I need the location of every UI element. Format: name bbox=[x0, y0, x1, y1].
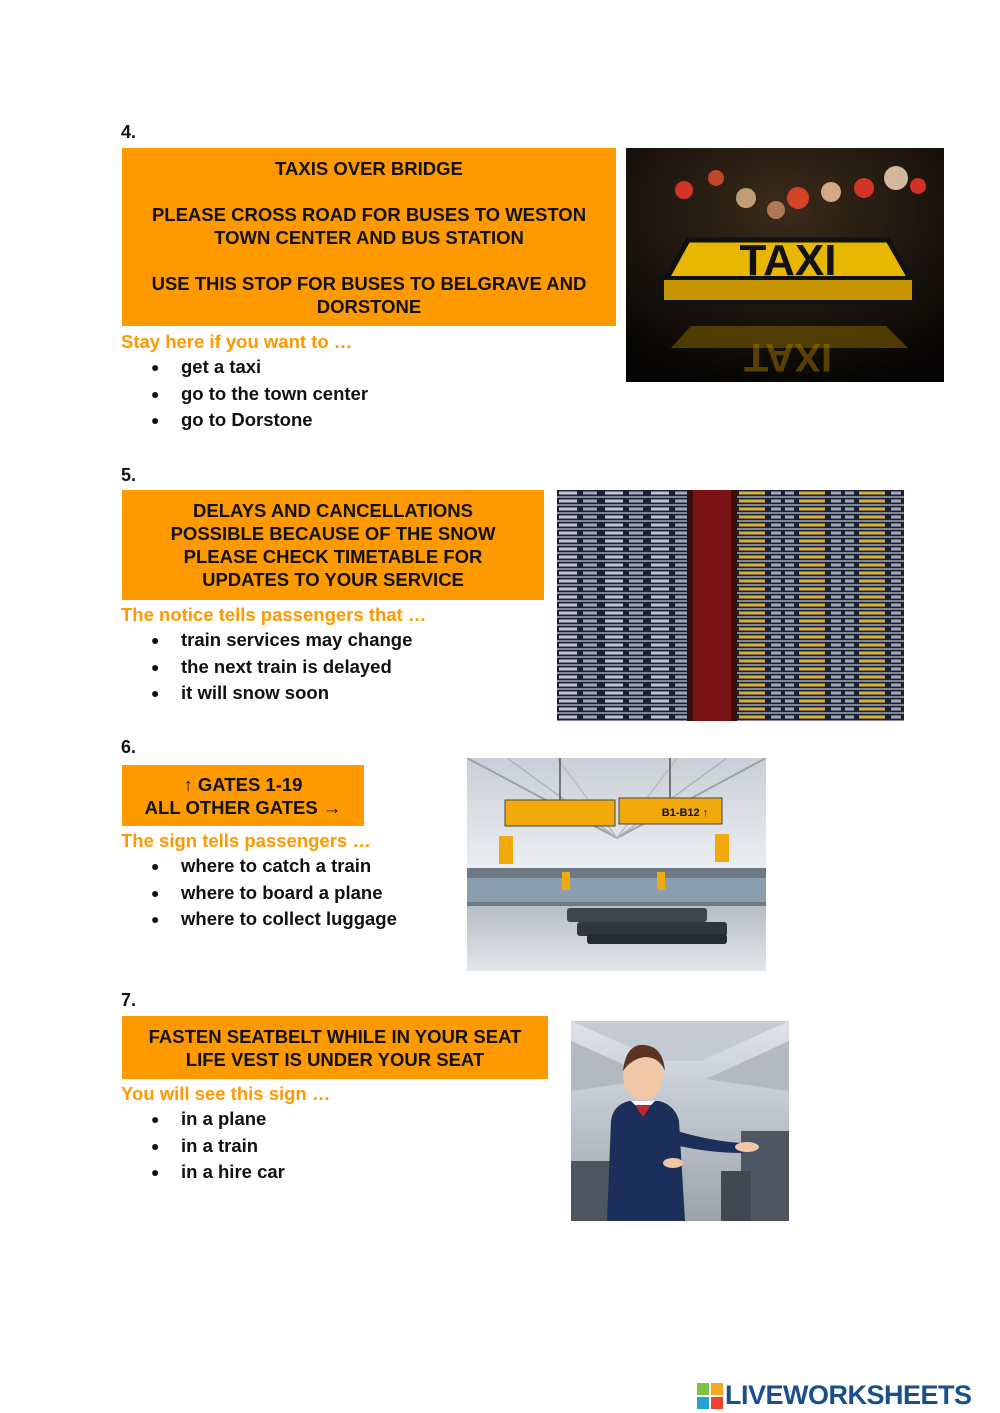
bullet-icon: ● bbox=[151, 1111, 160, 1127]
answer-option[interactable]: ● get a taxi bbox=[121, 354, 368, 381]
question-prompt: You will see this sign … bbox=[121, 1083, 331, 1104]
answer-options bbox=[121, 354, 368, 434]
bullet-icon: ● bbox=[151, 412, 160, 429]
bullet-icon: ● bbox=[151, 359, 160, 375]
svg-text:TAXI: TAXI bbox=[743, 335, 833, 379]
bullet-icon: ● bbox=[151, 685, 160, 702]
answer-option[interactable]: ● where to collect luggage bbox=[121, 906, 397, 933]
notice-line: TOWN CENTER AND BUS STATION bbox=[214, 226, 524, 248]
answer-options bbox=[121, 853, 397, 933]
notice-line: PLEASE CROSS ROAD FOR BUSES TO WESTON bbox=[151, 203, 587, 225]
notice-line: ALL OTHER GATES → bbox=[144, 796, 342, 818]
notice-line: UPDATES TO YOUR SERVICE bbox=[202, 569, 464, 590]
bullet-icon: ● bbox=[151, 658, 160, 675]
answer-options bbox=[121, 1106, 285, 1186]
notice-line: LIFE VEST IS UNDER YOUR SEAT bbox=[185, 1048, 485, 1070]
flight-attendant-photo bbox=[571, 1021, 789, 1221]
question-number: 7. bbox=[121, 990, 137, 1010]
answer-option[interactable]: ● go to the town center bbox=[121, 381, 368, 408]
notice-line: DELAYS AND CANCELLATIONS bbox=[193, 500, 473, 521]
answer-option[interactable]: ● it will snow soon bbox=[121, 680, 412, 707]
question-number: 5. bbox=[121, 465, 137, 485]
notice-sign bbox=[122, 148, 616, 326]
answer-option[interactable]: ● train services may change bbox=[121, 627, 412, 654]
answer-option[interactable]: ● in a train bbox=[121, 1133, 285, 1160]
notice-line: USE THIS STOP FOR BUSES TO BELGRAVE AND bbox=[151, 272, 587, 294]
notice-line: PLEASE CHECK TIMETABLE FOR bbox=[183, 546, 483, 567]
notice-sign bbox=[122, 490, 544, 600]
notice-line: POSSIBLE BECAUSE OF THE SNOW bbox=[170, 523, 496, 544]
answer-option[interactable]: ● where to board a plane bbox=[121, 880, 397, 907]
notice-sign bbox=[122, 765, 364, 826]
question-prompt: Stay here if you want to … bbox=[121, 331, 353, 352]
taxi-photo bbox=[626, 148, 944, 382]
notice-sign bbox=[122, 1016, 548, 1079]
answer-option[interactable]: ● where to catch a train bbox=[121, 853, 397, 880]
bullet-icon: ● bbox=[151, 911, 160, 928]
notice-line: TAXIS OVER BRIDGE bbox=[275, 157, 463, 179]
airport-gates-photo bbox=[467, 758, 766, 971]
bullet-icon: ● bbox=[151, 385, 160, 402]
taxi-sign-text: TAXI bbox=[739, 236, 837, 285]
notice-line: ↑ GATES 1-19 bbox=[183, 773, 303, 795]
answer-option[interactable]: ● in a plane bbox=[121, 1106, 285, 1133]
brand-name: LIVEWORKSHEETS bbox=[725, 1380, 972, 1410]
question-prompt: The sign tells passengers … bbox=[121, 830, 371, 851]
question-number: 4. bbox=[121, 122, 137, 142]
notice-line: DORSTONE bbox=[316, 295, 422, 317]
answer-option[interactable]: ● the next train is delayed bbox=[121, 654, 412, 681]
answer-option[interactable]: ● go to Dorstone bbox=[121, 407, 368, 434]
liveworksheets-logo bbox=[697, 1380, 972, 1411]
liveworksheets-logo-icon bbox=[697, 1383, 723, 1409]
bullet-icon: ● bbox=[151, 858, 160, 874]
gate-sign-text: B1-B12 ↑ bbox=[661, 807, 709, 819]
answer-options bbox=[121, 627, 412, 707]
question-number: 6. bbox=[121, 737, 137, 757]
notice-line: FASTEN SEATBELT WHILE IN YOUR SEAT bbox=[148, 1025, 522, 1047]
bullet-icon: ● bbox=[151, 1137, 160, 1154]
departure-board-photo bbox=[557, 490, 904, 721]
bullet-icon: ● bbox=[151, 1164, 160, 1181]
question-prompt: The notice tells passengers that … bbox=[121, 604, 427, 625]
answer-option[interactable]: ● in a hire car bbox=[121, 1159, 285, 1186]
bullet-icon: ● bbox=[151, 884, 160, 901]
bullet-icon: ● bbox=[151, 632, 160, 648]
